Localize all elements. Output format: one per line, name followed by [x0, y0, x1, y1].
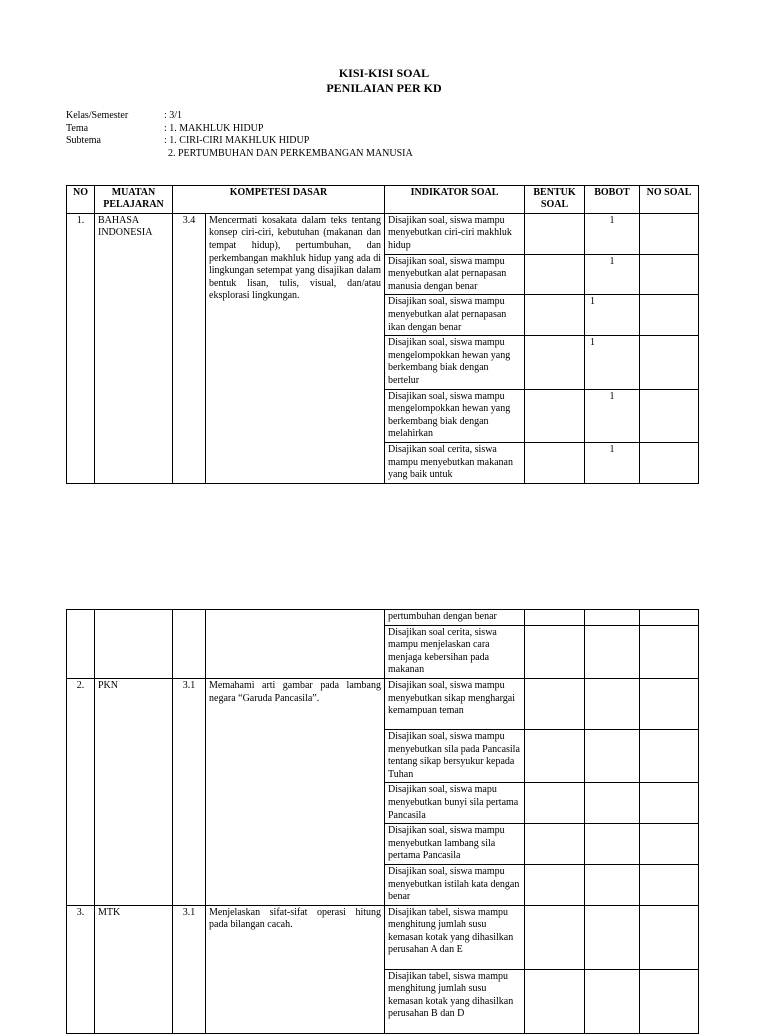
bobot-cell [585, 442, 640, 483]
subject-name: BAHASA INDONESIA [95, 213, 173, 483]
bentuk-cell [525, 625, 585, 678]
no-soal-cell [640, 678, 699, 729]
table-row [67, 213, 699, 254]
bobot-cell [585, 783, 640, 824]
bobot-cell [585, 389, 640, 442]
bentuk-cell [525, 783, 585, 824]
indicator-text: Disajikan soal cerita, siswa mampu menjelaskan cara menjaga kebersihan pada makanan [385, 625, 525, 678]
bentuk-cell [525, 254, 585, 295]
bentuk-cell [525, 905, 585, 969]
indicator-text: Disajikan soal, siswa mapu menyebutkan bunyi sila pertama Pancasila [385, 783, 525, 824]
competency-text: Menjelaskan sifat-sifat operasi hitung pada bilangan cacah. [206, 905, 385, 1033]
row-number [67, 610, 95, 679]
bobot-cell [585, 729, 640, 782]
header-no-soal: NO SOAL [640, 186, 699, 214]
no-soal-cell [640, 213, 699, 254]
bobot-cell [585, 625, 640, 678]
no-soal-cell [640, 610, 699, 626]
bentuk-cell [525, 824, 585, 865]
bentuk-cell [525, 729, 585, 782]
bobot-cell [585, 678, 640, 729]
bobot-cell [585, 254, 640, 295]
bobot-value: 1 [590, 296, 596, 308]
subtema-label: Subtema [66, 135, 101, 147]
indicator-text: Disajikan soal, siswa mampu menyebutkan sila pada Pancasila tentang sikap bersyukur kepada Tuhan [385, 729, 525, 782]
bentuk-cell [525, 213, 585, 254]
bentuk-cell [525, 864, 585, 905]
competency-text [206, 610, 385, 679]
indicator-text: Disajikan soal, siswa mampu menyebutkan alat pernapasan ikan dengan benar [385, 295, 525, 336]
header-kompetensi: KOMPETESI DASAR [173, 186, 385, 214]
table-header-row [67, 186, 699, 214]
bobot-cell [585, 610, 640, 626]
subtema-value: : 1. CIRI-CIRI MAKHLUK HIDUP [164, 135, 310, 147]
tema-value: : 1. MAKHLUK HIDUP [164, 122, 264, 134]
header-indikator: INDIKATOR SOAL [385, 186, 525, 214]
bobot-value: 1 [609, 214, 615, 226]
no-soal-cell [640, 336, 699, 389]
indicator-text: Disajikan soal, siswa mampu mengelompokkan hewan yang berkembang biak dengan bertelur [385, 336, 525, 389]
indicator-text: Disajikan soal cerita, siswa mampu menyebutkan makanan yang baik untuk [385, 442, 525, 483]
tema-label: Tema [66, 122, 89, 134]
subject-name: PKN [95, 678, 173, 905]
competency-text: Mencermati kosakata dalam teks tentang konsep ciri-ciri, kebutuhan (makanan dan tempat hidup), pertumbuhan, dan perkembangan makhluk hidup yang ada di lingkungan setempat yang disajikan dalam bentuk lisan, tulis, visual, dan/atau eksplorasi lingkungan. [206, 213, 385, 483]
kelas-value: : 3/1 [164, 110, 183, 121]
indicator-text: Disajikan soal, siswa mampu menyebutkan lambang sila pertama Pancasila [385, 824, 525, 865]
bobot-value: 1 [609, 255, 615, 267]
header-muatan: MUATAN PELAJARAN [95, 186, 173, 214]
kd-number: 3.1 [173, 678, 206, 905]
indicator-text: Disajikan soal, siswa mampu menyebutkan sikap menghargai kemampuan teman [385, 678, 525, 729]
subject-name: MTK [95, 905, 173, 1033]
no-soal-cell [640, 864, 699, 905]
no-soal-cell [640, 783, 699, 824]
identity-block [66, 110, 413, 160]
table-row [67, 678, 699, 729]
bobot-value: 1 [609, 390, 615, 402]
document-subtitle: PENILAIAN PER KD [326, 81, 442, 95]
indicator-text: Disajikan soal, siswa mampu menyebutkan istilah kata dengan benar [385, 864, 525, 905]
competency-text: Memahami arti gambar pada lambang negara “Garuda Pancasila”. [206, 678, 385, 905]
kd-number: 3.4 [173, 213, 206, 483]
kd-number [173, 610, 206, 679]
bentuk-cell [525, 336, 585, 389]
header-bobot: BOBOT [585, 186, 640, 214]
no-soal-cell [640, 295, 699, 336]
row-number: 1. [67, 213, 95, 483]
bentuk-cell [525, 442, 585, 483]
bentuk-cell [525, 295, 585, 336]
meta-row-subtema-2 [66, 148, 413, 161]
header-bentuk: BENTUK SOAL [525, 186, 585, 214]
meta-row-kelas [66, 110, 413, 123]
bentuk-cell [525, 610, 585, 626]
table-row [67, 905, 699, 969]
bobot-cell [585, 824, 640, 865]
bobot-cell [585, 295, 640, 336]
bobot-value: 1 [609, 443, 615, 455]
no-soal-cell [640, 625, 699, 678]
subject-name [95, 610, 173, 679]
kd-number: 3.1 [173, 905, 206, 1033]
bobot-cell [585, 905, 640, 969]
document-title: KISI-KISI SOAL [338, 66, 430, 80]
kisi-kisi-table-page-1 [66, 185, 699, 484]
table-row [67, 610, 699, 626]
indicator-text: Disajikan soal, siswa mampu menyebutkan ciri-ciri makhluk hidup [385, 213, 525, 254]
bobot-cell [585, 213, 640, 254]
no-soal-cell [640, 729, 699, 782]
indicator-text: Disajikan tabel, siswa mampu menghitung jumlah susu kemasan kotak yang dihasilkan perusahan B dan D [385, 969, 525, 1033]
no-soal-cell [640, 824, 699, 865]
row-number: 3. [67, 905, 95, 1033]
indicator-text: Disajikan tabel, siswa mampu menghitung jumlah susu kemasan kotak yang dihasilkan perusahan A dan E [385, 905, 525, 969]
indicator-text: pertumbuhan dengan benar [385, 610, 525, 626]
kelas-label: Kelas/Semester [66, 110, 129, 121]
no-soal-cell [640, 254, 699, 295]
bobot-value: 1 [590, 337, 596, 349]
row-number: 2. [67, 678, 95, 905]
kisi-kisi-table-page-2 [66, 609, 699, 1034]
no-soal-cell [640, 905, 699, 969]
bentuk-cell [525, 389, 585, 442]
meta-row-tema [66, 123, 413, 136]
bobot-cell [585, 336, 640, 389]
no-soal-cell [640, 442, 699, 483]
subtema-value-2: 2. PERTUMBUHAN DAN PERKEMBANGAN MANUSIA [168, 147, 413, 159]
indicator-text: Disajikan soal, siswa mampu mengelompokkan hewan yang berkembang biak dengan melahirkan [385, 389, 525, 442]
bentuk-cell [525, 678, 585, 729]
indicator-text: Disajikan soal, siswa mampu menyebutkan alat pernapasan manusia dengan benar [385, 254, 525, 295]
meta-row-subtema [66, 135, 413, 148]
bobot-cell [585, 864, 640, 905]
no-soal-cell [640, 389, 699, 442]
header-no: NO [67, 186, 95, 214]
